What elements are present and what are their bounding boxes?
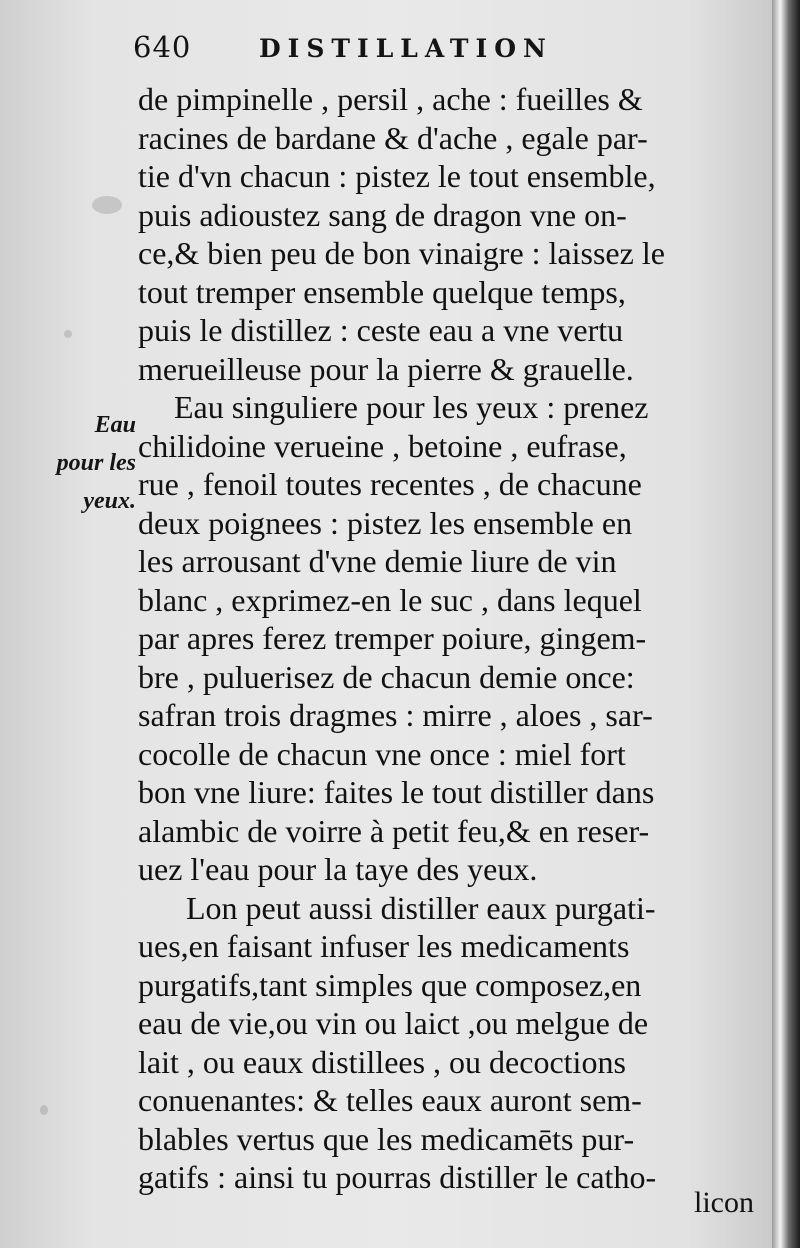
text-line: blanc , exprimez-en le suc , dans lequel [138, 581, 642, 618]
ink-smudge [64, 330, 72, 338]
text-line: cocolle de chacun vne once : miel fort [138, 735, 626, 772]
text-line: gatifs : ainsi tu pourras distiller le catho- [138, 1159, 657, 1195]
paragraph-start-line: Lon peut aussi distiller eaux purgati- [186, 889, 656, 926]
text-line: puis adioustez sang de dragon vne on- [138, 196, 627, 233]
running-title: DISTILLATION [259, 34, 553, 63]
book-gutter-edge [772, 0, 800, 1248]
text-line: tie d'vn chacun : pistez le tout ensemble, [138, 158, 656, 194]
text-line: tout tremper ensemble quelque temps, [138, 273, 626, 310]
text-line: lait , ou eaux distillees , ou decoctions [138, 1043, 626, 1080]
text-line: ues,en faisant infuser les medicaments [138, 928, 630, 964]
margin-note-line: pour les [56, 450, 136, 476]
body-text [138, 80, 766, 1197]
text-line: chilidoine verueine , betoine , eufrase, [138, 427, 627, 464]
text-line: bre , puluerisez de chacun demie once: [138, 658, 635, 695]
text-line: conuenantes: & telles eaux auront sem- [138, 1082, 642, 1118]
text-line: les arrousant d'vne demie liure de vin [138, 543, 617, 579]
paragraph-start-line: Eau singuliere pour les yeux : prenez [174, 389, 649, 425]
text-line: safran trois dragmes : mirre , aloes , sar- [138, 697, 653, 733]
text-line: ce,& bien peu de bon vinaigre : laissez le [138, 235, 665, 271]
margin-note-line: Eau [94, 412, 136, 438]
text-line: eau de vie,ou vin ou laict ,ou melgue de [138, 1005, 649, 1041]
page-number: 640 [133, 30, 192, 64]
running-head [133, 30, 753, 74]
margin-note [26, 406, 136, 520]
text-line: rue , fenoil toutes recentes , de chacune [138, 466, 642, 502]
text-line: de pimpinelle , persil , ache : fueilles & [138, 81, 643, 117]
text-line: puis le distillez : ceste eau a vne vertu [138, 312, 624, 348]
text-line: deux poignees : pistez les ensemble en [138, 504, 633, 541]
text-line: alambic de voirre à petit feu,& en reser- [138, 812, 650, 849]
catchword: licon [694, 1186, 754, 1219]
ink-smudge [92, 196, 122, 214]
text-line: par apres ferez tremper poiure, gingem- [138, 620, 647, 656]
margin-note-line: yeux. [83, 488, 136, 514]
text-line: racines de bardane & d'ache , egale par- [138, 119, 648, 156]
text-line: bon vne liure: faites le tout distiller dans [138, 774, 655, 810]
ink-smudge [40, 1105, 48, 1115]
text-line: blables vertus que les medicamēts pur- [138, 1120, 635, 1157]
text-line: uez l'eau pour la taye des yeux. [138, 851, 538, 887]
text-line: merueilleuse pour la pierre & grauelle. [138, 350, 634, 387]
text-line: purgatifs,tant simples que composez,en [138, 966, 642, 1003]
